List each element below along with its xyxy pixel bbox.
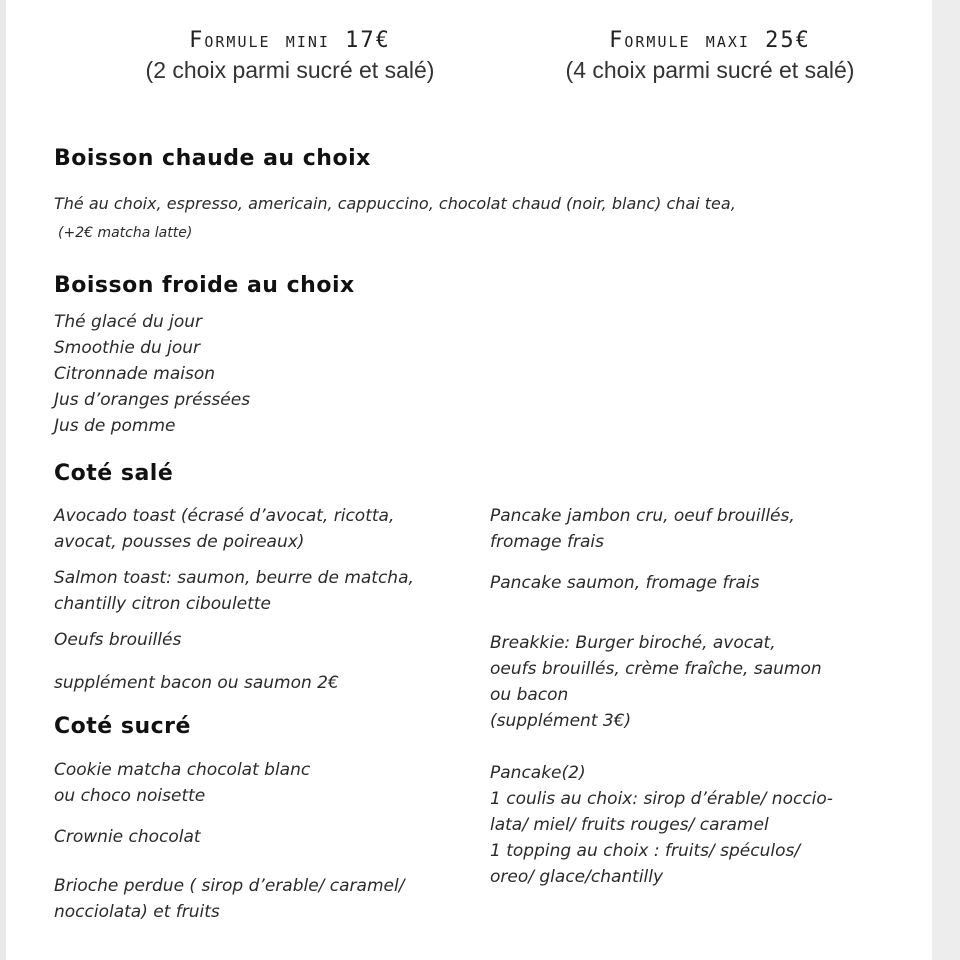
page-edge-right xyxy=(932,0,960,960)
page-edge-left xyxy=(0,0,6,960)
savory-item: Pancake saumon, fromage frais xyxy=(490,573,760,593)
hot-drinks-extra: (+2€ matcha latte) xyxy=(58,225,193,241)
cold-drink-item: Jus d’oranges préssées xyxy=(54,390,251,410)
hot-drinks-list: Thé au choix, espresso, americain, cappuccino, chocolat chaud (noir, blanc) chai tea, xyxy=(54,194,736,213)
sweet-item: Cookie matcha chocolat blanc ou choco noisette xyxy=(54,760,311,806)
sweet-item: Crownie chocolat xyxy=(54,827,201,847)
formula-maxi xyxy=(510,28,910,84)
sweet-title: Coté sucré xyxy=(54,714,191,739)
formula-mini-name: Formule mini 17€ xyxy=(189,28,391,53)
cold-drinks-list xyxy=(54,309,250,439)
formula-maxi-name: Formule maxi 25€ xyxy=(609,28,811,53)
formula-maxi-description: (4 choix parmi sucré et salé) xyxy=(565,57,855,83)
savory-item: Salmon toast: saumon, beurre de matcha, chantilly citron ciboulette xyxy=(54,568,414,614)
savory-item: Breakkie: Burger biroché, avocat, oeufs brouillés, crème fraîche, saumon ou bacon (supplément 3€) xyxy=(490,633,822,731)
cold-drink-item: Smoothie du jour xyxy=(54,338,201,358)
sweet-item: Brioche perdue ( sirop d’erable/ caramel/ nocciolata) et fruits xyxy=(54,876,405,922)
cold-drinks-title: Boisson froide au choix xyxy=(54,273,355,298)
cold-drink-item: Citronnade maison xyxy=(54,364,216,384)
formula-mini xyxy=(90,28,490,84)
formula-mini-description: (2 choix parmi sucré et salé) xyxy=(145,57,435,83)
cold-drink-item: Thé glacé du jour xyxy=(54,312,203,332)
savory-item: Oeufs brouillés xyxy=(54,630,182,650)
savory-title: Coté salé xyxy=(54,461,174,486)
hot-drinks-title: Boisson chaude au choix xyxy=(54,146,371,171)
savory-supplement: supplément bacon ou saumon 2€ xyxy=(54,673,339,693)
savory-item: Pancake jambon cru, oeuf brouillés, fromage frais xyxy=(490,506,795,552)
cold-drink-item: Jus de pomme xyxy=(54,416,176,436)
savory-item: Avocado toast (écrasé d’avocat, ricotta, avocat, pousses de poireaux) xyxy=(54,506,395,552)
sweet-item: Pancake(2) 1 coulis au choix: sirop d’érable/ noccio- lata/ miel/ fruits rouges/ caramel 1 topping au choix : fruits/ spéculos/ oreo/ glace/chantilly xyxy=(490,763,833,887)
